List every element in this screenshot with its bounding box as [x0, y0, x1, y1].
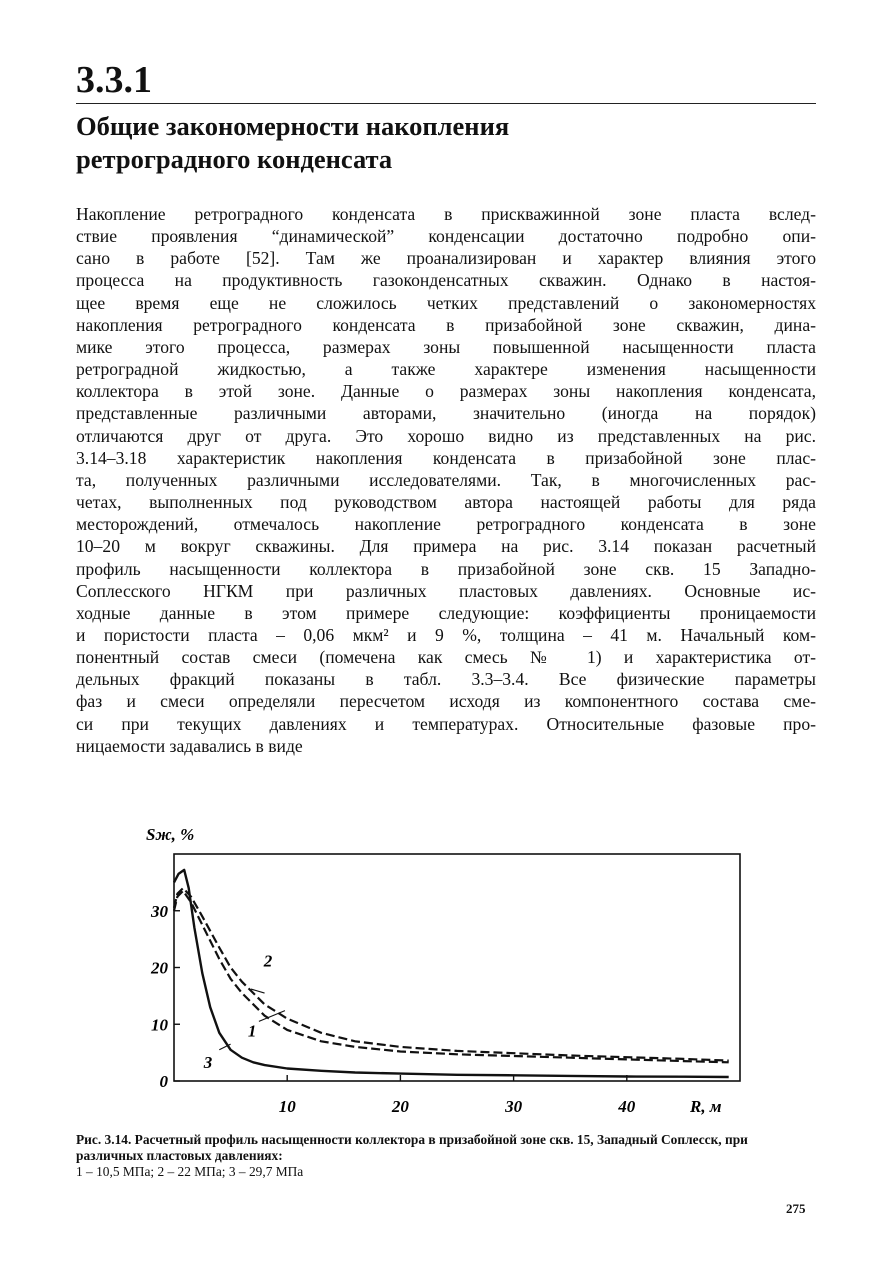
body-line: ствие проявления “динамической” конденсации достаточно подробно опи-	[76, 226, 816, 247]
body-line: щее время еще не сложилось четких представлений о закономерностях	[76, 292, 816, 313]
body-paragraph	[76, 203, 816, 757]
body-line: ретроградной жидкостью, а также характере изменения насыщенности	[76, 359, 816, 380]
body-line: коллектора в этой зоне. Данные о размерах зоны накопления конденсата,	[76, 381, 816, 402]
body-line: ницаемости задавались в виде	[76, 735, 303, 756]
body-line: фаз и смеси определяли пересчетом исходя из компонентного состава сме-	[76, 691, 816, 712]
x-axis-label: R, м	[690, 1097, 722, 1116]
curve-label: 3	[203, 1052, 213, 1072]
body-line: отличаются друг от друга. Это хорошо видно из представленных на рис.	[76, 425, 816, 446]
figure-3-14	[118, 818, 768, 1136]
series-1-curve	[174, 891, 729, 1062]
body-line: месторождений, отмечалось накопление ретроградного конденсата в зоне	[76, 514, 816, 535]
section-number: 3.3.1	[76, 59, 152, 101]
body-line: мике этого процесса, размерах зоны повышенной насыщенности пласта	[76, 336, 816, 357]
section-title	[76, 110, 776, 176]
body-line: представленные различными авторами, значительно (иногда на порядок)	[76, 403, 816, 424]
saturation-profile-chart	[118, 818, 768, 1136]
body-line: накопления ретроградного конденсата в призабойной зоне скважин, дина-	[76, 314, 816, 335]
page-number: 275	[786, 1201, 806, 1216]
body-line: сано в работе [52]. Там же проанализирован и характер влияния этого	[76, 248, 816, 269]
body-line: 3.14–3.18 характеристик накопления конденсата в призабойной зоне плас-	[76, 447, 816, 468]
body-line: и пористости пласта – 0,06 мкм² и 9 %, толщина – 41 м. Начальный ком-	[76, 624, 816, 645]
body-line: понентный состав смеси (помечена как смесь № 1) и характеристика от-	[76, 647, 816, 668]
caption-title: Рис. 3.14. Расчетный профиль насыщенности коллектора в призабойной зоне скв. 15, Западный Соплесск, при различных пластовых давлениях:	[76, 1132, 748, 1163]
body-line: 10–20 м вокруг скважины. Для примера на рис. 3.14 показан расчетный	[76, 536, 816, 557]
section-title-line-2: ретроградного конденсата	[76, 144, 393, 174]
curve-label: 2	[263, 951, 273, 971]
y-tick-label: 20	[151, 958, 168, 978]
caption-legend: 1 – 10,5 МПа; 2 – 22 МПа; 3 – 29,7 МПа	[76, 1164, 304, 1179]
y-axis-label: Sж, %	[146, 825, 195, 844]
x-tick-label: 40	[618, 1097, 636, 1116]
section-title-line-1: Общие закономерности накопления	[76, 111, 510, 141]
body-line: та, полученных различными исследователями. Так, в многочисленных рас-	[76, 469, 816, 490]
x-tick-label: 30	[505, 1097, 523, 1116]
curve-label: 1	[247, 1021, 257, 1041]
body-line: ходные данные в этом примере следующие: коэффициенты проницаемости	[76, 602, 816, 623]
header-rule	[76, 103, 816, 104]
body-line: процесса на продуктивность газоконденсатных скважин. Однако в настоя-	[76, 270, 816, 291]
x-tick-label: 10	[278, 1097, 296, 1116]
figure-caption	[76, 1132, 816, 1180]
body-line: профиль насыщенности коллектора в призабойной зоне скв. 15 Западно-	[76, 558, 816, 579]
y-tick-label: 30	[151, 901, 168, 921]
body-line: дельных фракций показаны в табл. 3.3–3.4. Все физические параметры	[76, 669, 816, 690]
y-tick-label: 0	[159, 1072, 168, 1091]
body-line: си при текущих давлениях и температурах. Относительные фазовые про-	[76, 713, 816, 734]
body-line: четах, выполненных под руководством автора настоящей работы для ряда	[76, 492, 816, 513]
series-2-curve	[174, 888, 729, 1061]
series-3-curve	[174, 870, 729, 1077]
body-line: Соплесского НГКМ при различных пластовых давлениях. Основные ис-	[76, 580, 816, 601]
body-line: Накопление ретроградного конденсата в прискважинной зоне пласта вслед-	[76, 204, 816, 224]
plot-frame	[174, 854, 740, 1081]
y-tick-label: 10	[151, 1015, 168, 1035]
x-tick-label: 20	[391, 1097, 409, 1116]
